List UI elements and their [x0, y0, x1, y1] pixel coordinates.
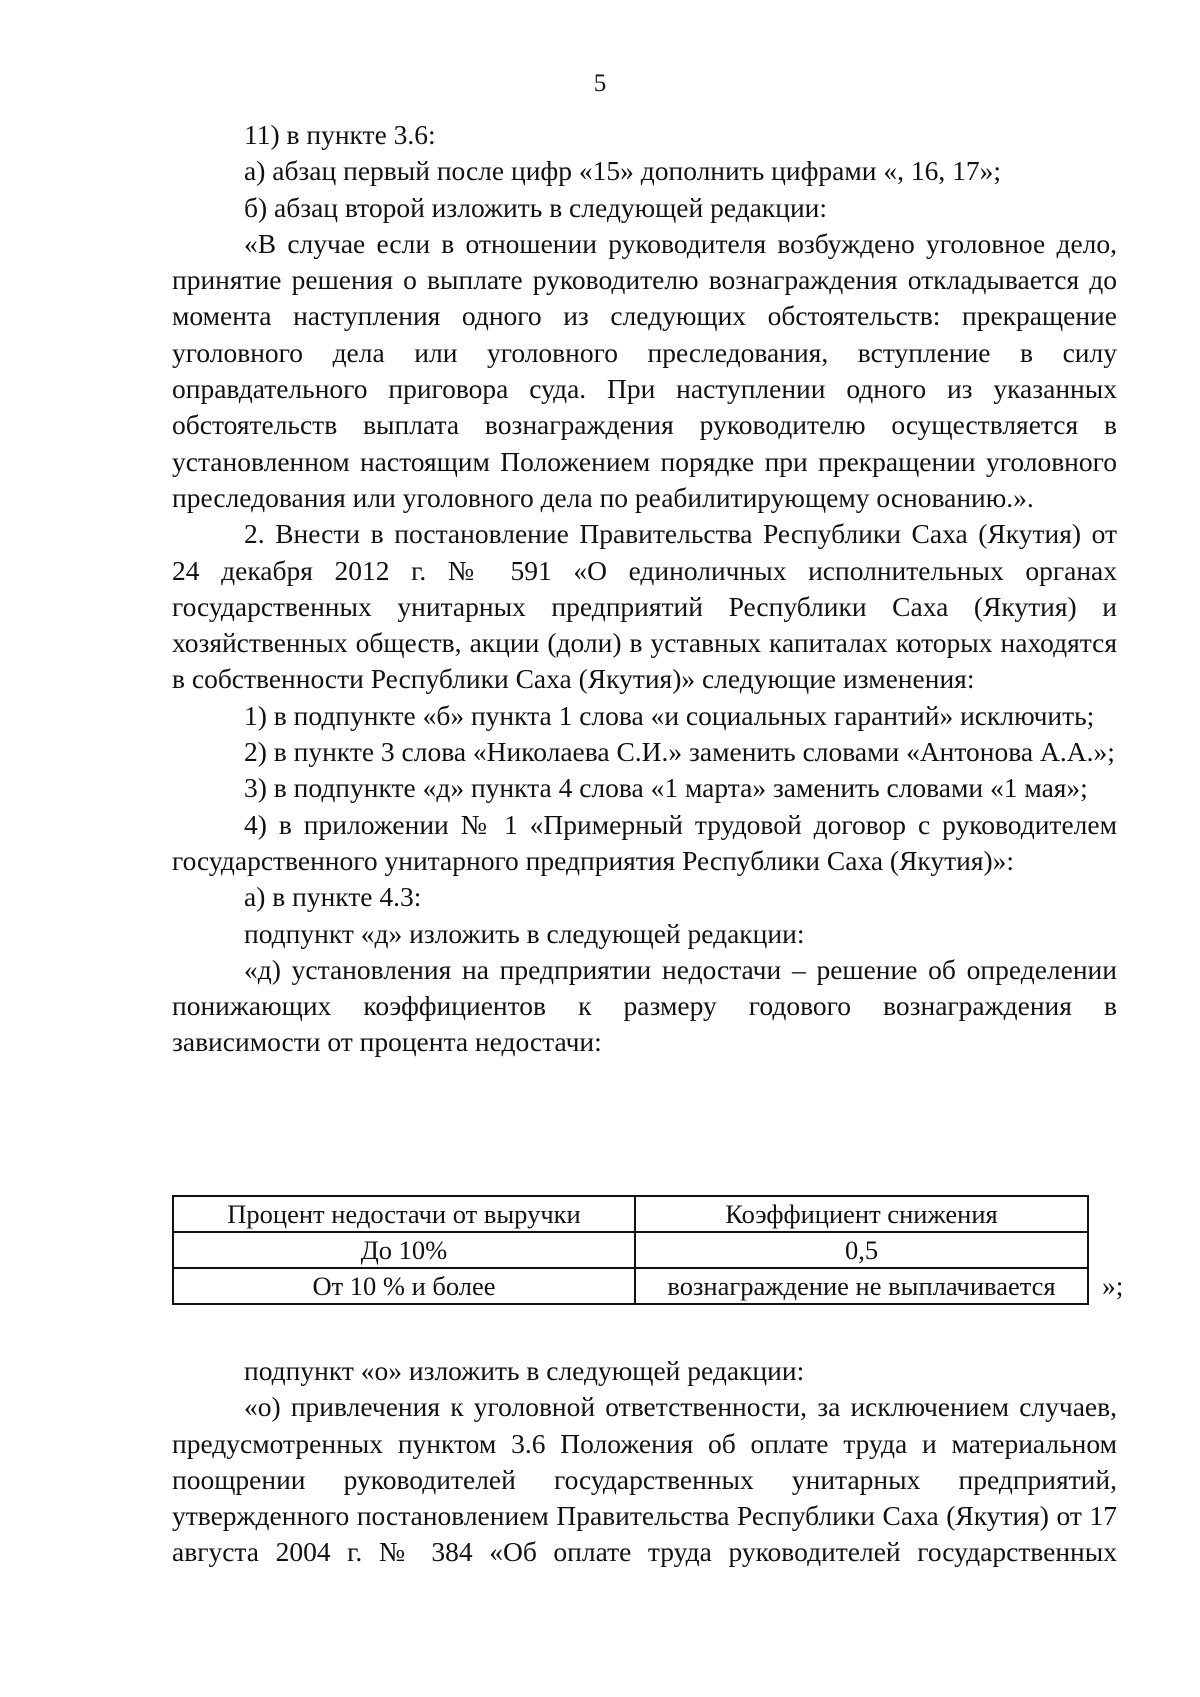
paragraph-item-11: 11) в пункте 3.6: [244, 119, 436, 150]
paragraph-subitem-4: 4) в приложении № 1 «Примерный трудовой договор с руководителем государственного унитарного предприятия Республики Саха (Якутия)»: [172, 808, 1117, 876]
table-row [173, 1232, 1088, 1268]
paragraph-quoted-amendment: «В случае если в отношении руководителя возбуждено уголовное дело, принятие решения о выплате руководителю вознаграждения откладывается до момента наступления одного из следующих обстоятельств: прекращение уголовного дела или уголовного преследования, вступление в силу оправдательного приговора суда. При наступлении одного из указанных обстоятельств выплата вознаграждения руководителю осуществляется в установленном настоящим Положением порядке при прекращении уголовного преследования или уголовного дела по реабилитирующему основанию.». [172, 227, 1117, 513]
table-closing-quote: »; [1102, 1270, 1124, 1301]
table-cell: 0,5 [635, 1232, 1088, 1268]
page-number: 5 [593, 70, 607, 97]
table-cell: вознаграждение не выплачивается [635, 1268, 1088, 1304]
paragraph-subpoint-o: подпункт «о» изложить в следующей редакции: [244, 1355, 805, 1386]
document-body-bottom [172, 1353, 1117, 1571]
paragraph-item-2: 2. Внести в постановление Правительства Республики Саха (Якутия) от 24 декабря 2012 г. № 591 «О единоличных исполнительных органах государственных унитарных предприятий Республики Саха (Якутия) и хозяйственных обществ, акции (доли) в уставных капиталах которых находятся в собственности Республики Саха (Якутия)» следующие изменения: [172, 518, 1117, 695]
paragraph-subitem-2: 2) в пункте 3 слова «Николаева С.И.» заменить словами «Антонова А.А.»; [244, 736, 1115, 768]
paragraph-subitem-1: 1) в подпункте «б» пункта 1 слова «и социальных гарантий» исключить; [244, 699, 1095, 731]
document-body-top [172, 117, 1117, 1061]
paragraph-subpoint-d: подпункт «д» изложить в следующей редакции: [244, 917, 805, 949]
paragraph-subitem-a: а) абзац первый после цифр «15» дополнить цифрами «, 16, 17»; [244, 155, 1002, 187]
table-row [173, 1268, 1088, 1304]
shortage-coefficient-table [172, 1195, 1089, 1305]
paragraph-subitem-3: 3) в подпункте «д» пункта 4 слова «1 марта» заменить словами «1 мая»; [244, 772, 1088, 804]
table-cell: От 10 % и более [173, 1268, 635, 1304]
table-header-row [173, 1196, 1088, 1232]
paragraph-subpoint-o-text: «о) привлечения к уголовной ответственности, за исключением случаев, предусмотренных пунктом 3.6 Положения об оплате труда и материальном поощрении руководителей государственных унитарных предприятий, утвержденного постановлением Правительства Республики Саха (Якутия) от 17 августа 2004 г. № 384 «Об оплате труда руководителей государственных [172, 1391, 1117, 1568]
shortage-table-wrapper [172, 1195, 1192, 1305]
table-header-cell: Процент недостачи от выручки [173, 1196, 635, 1232]
paragraph-subpoint-d-text: «д) установления на предприятии недостачи – решение об определении понижающих коэффициентов к размеру годового вознаграждения в зависимости от процента недостачи: [172, 953, 1117, 1058]
table-header-cell: Коэффициент снижения [635, 1196, 1088, 1232]
paragraph-subitem-b: б) абзац второй изложить в следующей редакции: [244, 191, 828, 223]
paragraph-subitem-4-a: а) в пункте 4.3: [244, 881, 422, 913]
table-cell: До 10% [173, 1232, 635, 1268]
